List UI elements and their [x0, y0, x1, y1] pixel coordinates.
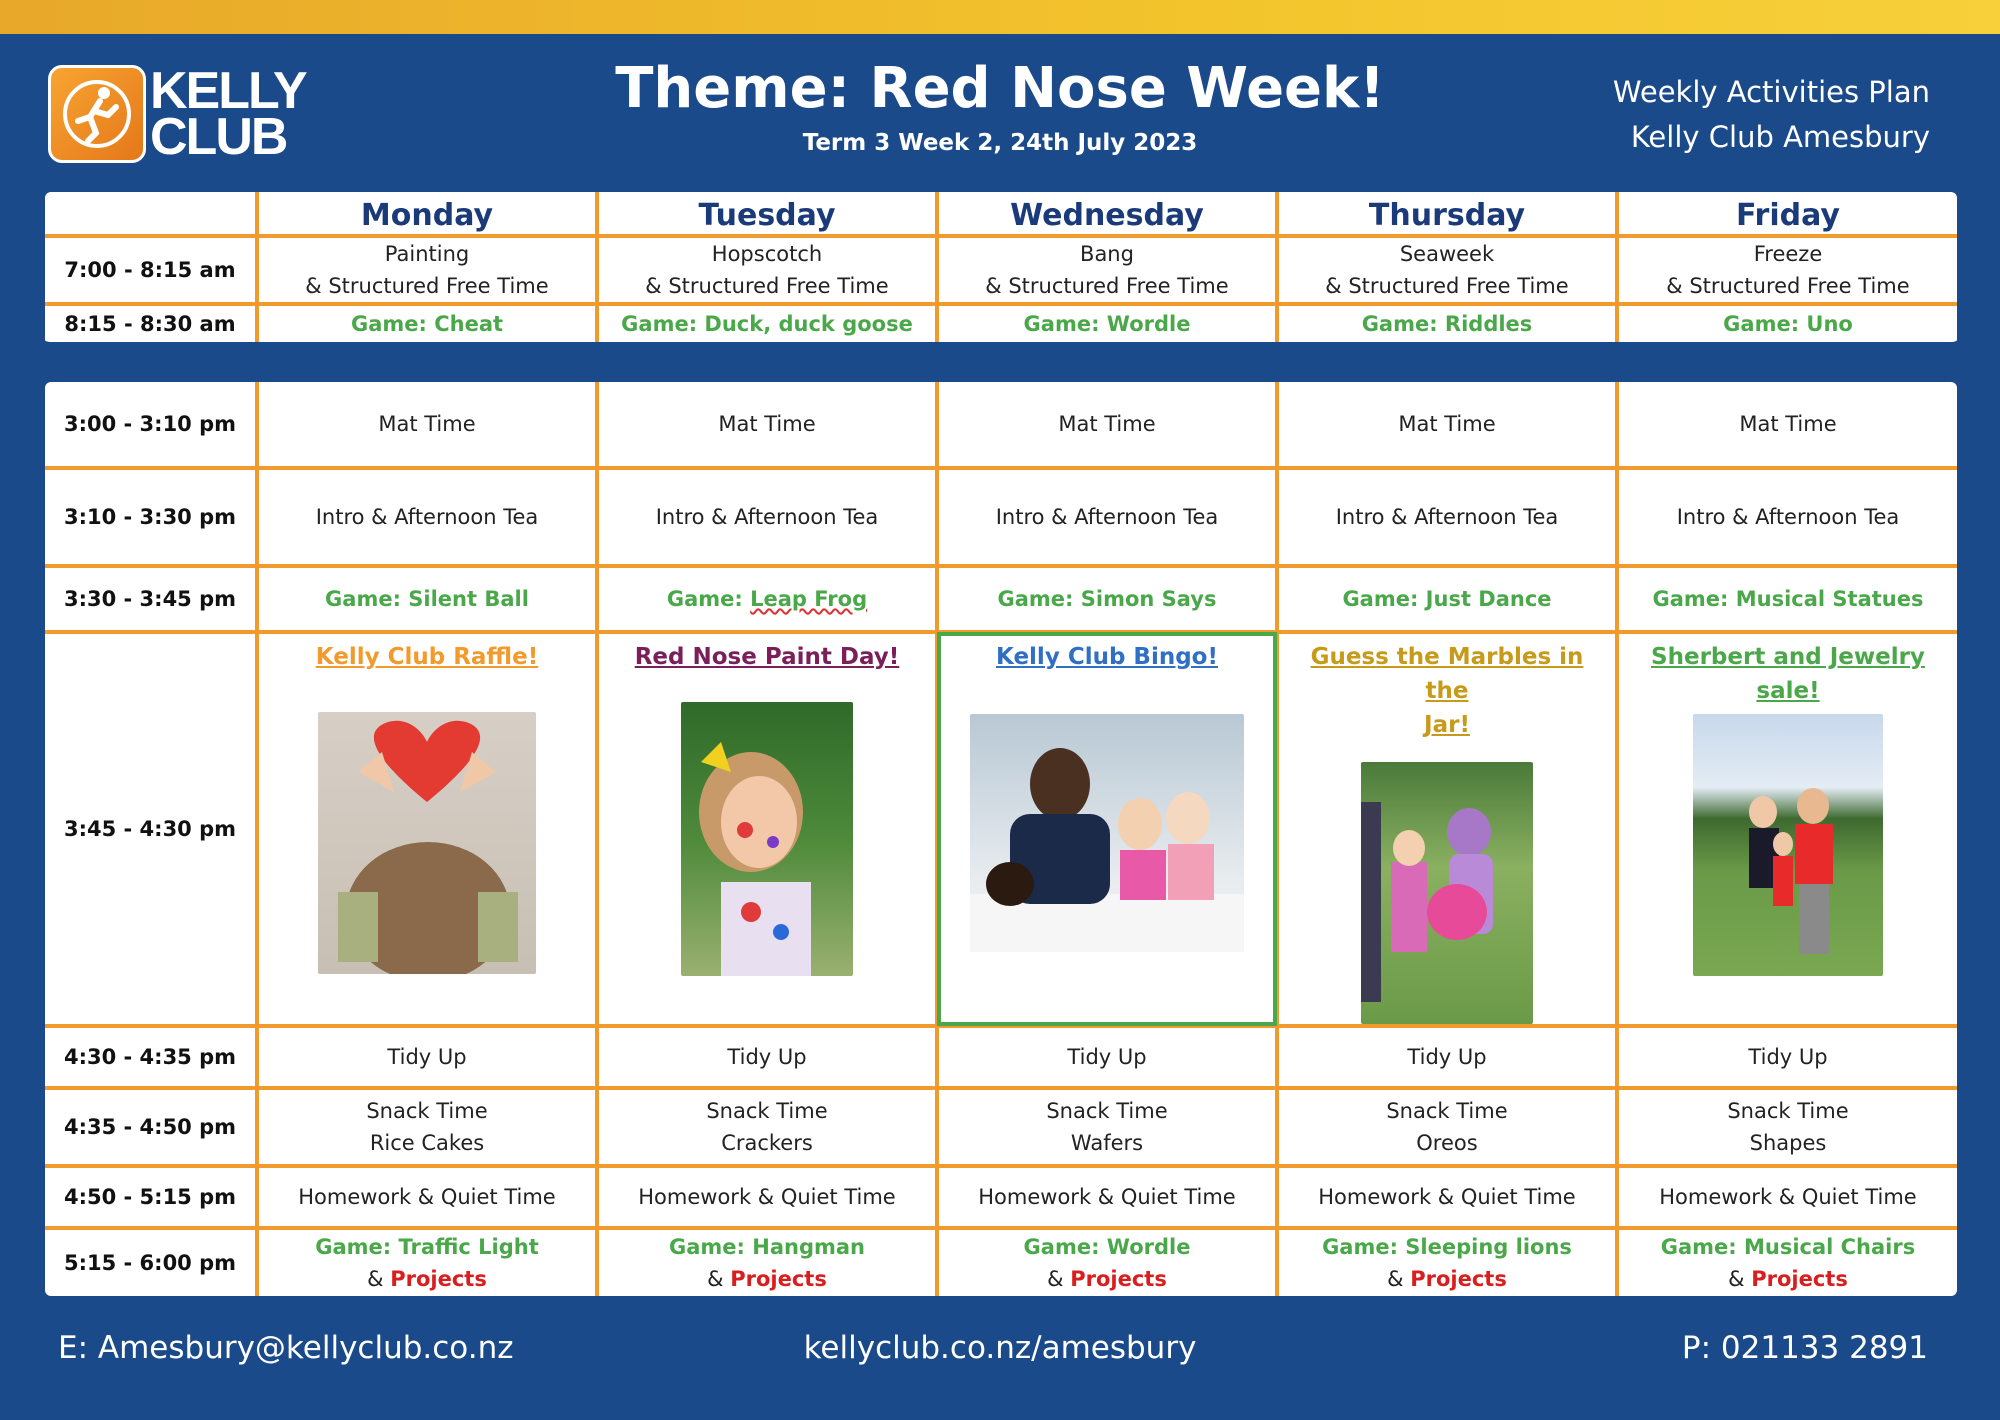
schedule-cell: Intro & Afternoon Tea: [257, 468, 597, 566]
schedule-cell: [1617, 1228, 1957, 1296]
schedule-cell: Mat Time: [257, 382, 597, 468]
snack-item: Rice Cakes: [369, 1131, 485, 1155]
mascot-crowd-photo: [1361, 762, 1533, 1024]
schedule-cell: Mat Time: [1277, 382, 1617, 468]
projects-label: Projects: [730, 1267, 827, 1291]
amp-label: &: [1387, 1267, 1411, 1291]
activity-line: Painting: [384, 242, 470, 266]
child-red-heart-photo: [318, 712, 536, 974]
page-title: Theme: Red Nose Week!: [615, 56, 1385, 121]
time-slot: 4:30 - 4:35 pm: [45, 1026, 257, 1088]
activity-line: & Structured Free Time: [305, 274, 549, 298]
day-header-tuesday: Tuesday: [597, 192, 937, 236]
table-row: [45, 1166, 1957, 1228]
schedule-cell: Intro & Afternoon Tea: [1277, 468, 1617, 566]
activity-cell-thursday: [1277, 632, 1617, 1026]
schedule-cell: [1617, 1088, 1957, 1166]
snack-label: Snack Time: [1386, 1099, 1508, 1123]
schedule-cell: [257, 1088, 597, 1166]
activity-cell-friday: [1617, 632, 1957, 1026]
schedule-cell: [1277, 1228, 1617, 1296]
club-name: Kelly Club Amesbury: [1630, 120, 1930, 154]
table-row: [45, 468, 1957, 566]
table-row: [45, 566, 1957, 632]
schedule-cell: Mat Time: [1617, 382, 1957, 468]
table-row: [45, 1088, 1957, 1166]
time-slot: 4:50 - 5:15 pm: [45, 1166, 257, 1228]
schedule-cell: [937, 236, 1277, 304]
schedule-cell: Intro & Afternoon Tea: [597, 468, 937, 566]
snack-item: Crackers: [721, 1131, 813, 1155]
schedule-cell: [937, 1228, 1277, 1296]
projects-label: Projects: [390, 1267, 487, 1291]
activity-cell-monday: [257, 632, 597, 1026]
game-label: Game: Hangman: [669, 1235, 865, 1259]
activity-line: & Structured Free Time: [1666, 274, 1910, 298]
snack-item: Shapes: [1749, 1131, 1827, 1155]
game-cell: Game: Simon Says: [937, 566, 1277, 632]
painted-child-photo: [681, 702, 853, 976]
time-column-header: [45, 192, 257, 236]
day-header-thursday: Thursday: [1277, 192, 1617, 236]
time-slot: 4:35 - 4:50 pm: [45, 1088, 257, 1166]
projects-label: Projects: [1410, 1267, 1507, 1291]
schedule-cell: Homework & Quiet Time: [937, 1166, 1277, 1228]
schedule-cell: Mat Time: [597, 382, 937, 468]
schedule-cell: [937, 1088, 1277, 1166]
projects-label: Projects: [1751, 1267, 1848, 1291]
morning-schedule-table: [45, 192, 1957, 346]
activity-title-link[interactable]: Red Nose Paint Day!: [634, 644, 900, 670]
activity-title-line: Jar!: [1424, 712, 1470, 738]
activity-title-line: sale!: [1756, 678, 1820, 704]
schedule-cell: [597, 236, 937, 304]
activity-title-line: Guess the Marbles in the: [1310, 644, 1584, 704]
activity-line: Freeze: [1753, 242, 1823, 266]
snack-item: Wafers: [1070, 1131, 1144, 1155]
logo-text-club: CLUB: [150, 108, 287, 166]
schedule-cell: Homework & Quiet Time: [1277, 1166, 1617, 1228]
activity-cell-wednesday: [937, 632, 1277, 1026]
schedule-cell: [1617, 236, 1957, 304]
table-row: [45, 236, 1957, 304]
schedule-cell: Mat Time: [937, 382, 1277, 468]
game-cell: Game: Uno: [1723, 312, 1853, 336]
projects-label: Projects: [1070, 1267, 1167, 1291]
day-header-friday: Friday: [1617, 192, 1957, 236]
table-row: [45, 382, 1957, 468]
activity-title-link[interactable]: [1279, 640, 1615, 742]
schedule-cell: [597, 1228, 937, 1296]
footer-website[interactable]: kellyclub.co.nz/amesbury: [803, 1330, 1197, 1366]
schedule-cell: Tidy Up: [1617, 1026, 1957, 1088]
activity-line: Bang: [1080, 242, 1134, 266]
amp-label: &: [1047, 1267, 1071, 1291]
time-slot: 3:10 - 3:30 pm: [45, 468, 257, 566]
footer-email[interactable]: E: Amesbury@kellyclub.co.nz: [58, 1330, 514, 1366]
time-slot: 7:00 - 8:15 am: [45, 236, 257, 304]
game-label: Game: Musical Chairs: [1660, 1235, 1916, 1259]
schedule-cell: [257, 1228, 597, 1296]
activity-title-line: Sherbert and Jewelry: [1651, 644, 1925, 670]
day-header-wednesday: Wednesday: [937, 192, 1277, 236]
snack-item: Oreos: [1416, 1131, 1478, 1155]
schedule-cell: [1277, 1088, 1617, 1166]
activity-line: & Structured Free Time: [1325, 274, 1569, 298]
schedule-cell: Homework & Quiet Time: [597, 1166, 937, 1228]
plan-title: Weekly Activities Plan: [1612, 75, 1930, 109]
table-row: [45, 304, 1957, 342]
time-slot: 8:15 - 8:30 am: [45, 304, 257, 342]
amp-label: &: [707, 1267, 731, 1291]
game-label: Game: Sleeping lions: [1322, 1235, 1572, 1259]
bingo-group-photo: [970, 714, 1244, 952]
activity-title-link[interactable]: [1619, 640, 1957, 708]
activity-line: & Structured Free Time: [645, 274, 889, 298]
game-cell: Game: Musical Statues: [1617, 566, 1957, 632]
game-label: Game: Wordle: [1023, 1235, 1191, 1259]
game-cell: Game: Cheat: [257, 304, 597, 342]
game-cell: Game: Wordle: [937, 304, 1277, 342]
schedule-cell: Tidy Up: [937, 1026, 1277, 1088]
afternoon-schedule-table: [45, 382, 1957, 1296]
schedule-cell: Tidy Up: [597, 1026, 937, 1088]
time-slot: 3:45 - 4:30 pm: [45, 632, 257, 1026]
activity-title-link[interactable]: Kelly Club Bingo!: [996, 644, 1218, 670]
activity-line: & Structured Free Time: [985, 274, 1229, 298]
table-row: [45, 1228, 1957, 1296]
activity-line: Seaweek: [1399, 242, 1495, 266]
page-subtitle: Term 3 Week 2, 24th July 2023: [802, 130, 1198, 156]
schedule-cell: Intro & Afternoon Tea: [1617, 468, 1957, 566]
game-name: Leap Frog: [750, 587, 868, 611]
schedule-cell: [1277, 236, 1617, 304]
table-row: [45, 632, 1957, 1026]
snack-label: Snack Time: [706, 1099, 828, 1123]
activity-title-link[interactable]: Kelly Club Raffle!: [315, 644, 539, 670]
table-row: [45, 1026, 1957, 1088]
game-cell: Game: Duck, duck goose: [597, 304, 937, 342]
logo-text-kelly: KELLY: [150, 62, 306, 120]
schedule-cell: Tidy Up: [257, 1026, 597, 1088]
game-prefix: Game:: [666, 587, 751, 611]
plan-info: [1613, 70, 1930, 160]
time-slot: 3:30 - 3:45 pm: [45, 566, 257, 632]
time-slot: 3:00 - 3:10 pm: [45, 382, 257, 468]
snack-label: Snack Time: [366, 1099, 488, 1123]
amp-label: &: [367, 1267, 391, 1291]
footer-phone[interactable]: P: 021133 2891: [1681, 1330, 1928, 1366]
game-cell: Game: Riddles: [1277, 304, 1617, 342]
activity-line: Hopscotch: [711, 242, 823, 266]
day-header-monday: Monday: [257, 192, 597, 236]
schedule-cell: Homework & Quiet Time: [1617, 1166, 1957, 1228]
snack-label: Snack Time: [1727, 1099, 1849, 1123]
family-field-photo: [1693, 714, 1883, 976]
game-cell: Game: Just Dance: [1277, 566, 1617, 632]
schedule-cell: [597, 1088, 937, 1166]
game-cell: Game: Silent Ball: [257, 566, 597, 632]
game-label: Game: Traffic Light: [315, 1235, 539, 1259]
running-figure-icon: [48, 65, 146, 163]
activity-cell-tuesday: [597, 632, 937, 1026]
kelly-club-logo: [48, 62, 308, 166]
time-slot: 5:15 - 6:00 pm: [45, 1228, 257, 1296]
schedule-cell: Homework & Quiet Time: [257, 1166, 597, 1228]
snack-label: Snack Time: [1046, 1099, 1168, 1123]
schedule-cell: Intro & Afternoon Tea: [937, 468, 1277, 566]
top-accent-bar: [0, 0, 2000, 34]
schedule-cell: [257, 236, 597, 304]
game-cell: [597, 566, 937, 632]
amp-label: &: [1728, 1267, 1752, 1291]
schedule-cell: Tidy Up: [1277, 1026, 1617, 1088]
